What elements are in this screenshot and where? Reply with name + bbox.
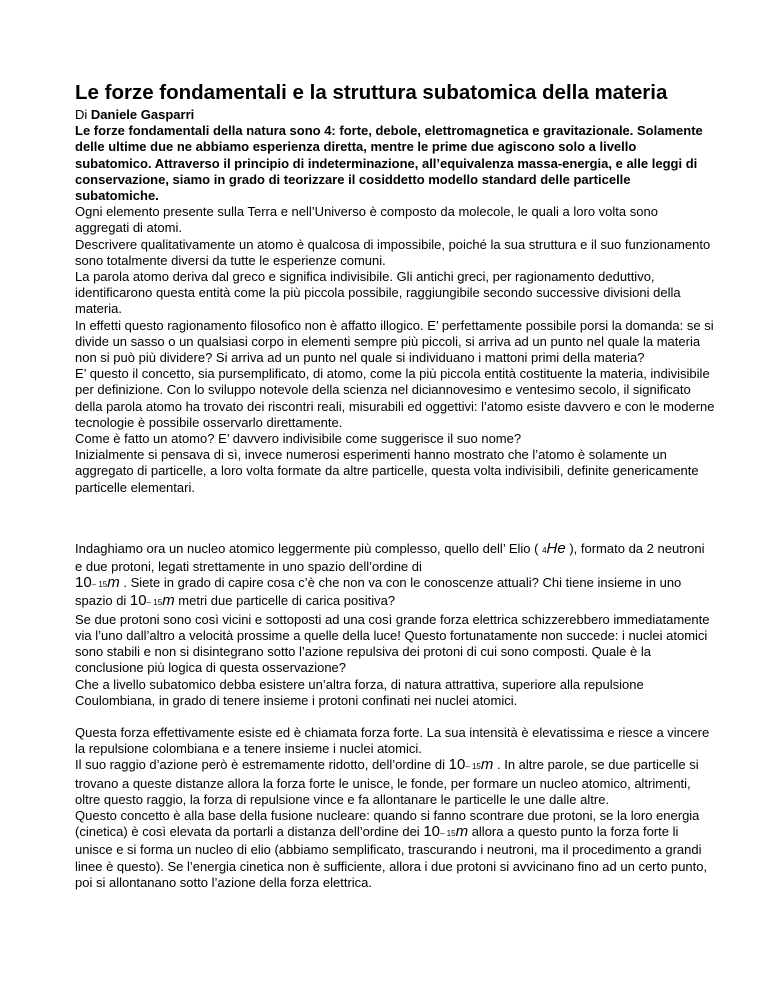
paragraph: Che a livello subatomico debba esistere un’altra forza, di natura attrattiva, superiore alla repulsione Coulombiana, in grado di tenere insieme i protoni confinati nei nuclei atomici.: [75, 676, 644, 708]
author-name: Daniele Gasparri: [90, 107, 195, 122]
paragraph: Se due protoni sono così vicini e sottoposti ad una così grande forza elettrica schizzerebbero immediatamente via l’uno dall’altro a velocità prossime a quelle della luce! Questo fortunatamente non succede: i nuclei atomici sono stabili e non si disintegrano sotto l’azione repulsiva dei protoni di cui sono composti. Quale è la conclusione più logica di questa osservazione?: [75, 611, 710, 676]
text-run: Questo concetto è alla base della fusione nucleare: quando si fanno scontrare due protoni, se la loro energia (cinetica) è così elevata da portarli a distanza dell’ordine dei: [75, 807, 700, 840]
math-unit: m: [480, 756, 494, 774]
abstract: Le forze fondamentali della natura sono 4: forte, debole, elettromagnetica e gravitazionale. Solamente delle ultime due ne abbiamo esperienza diretta, mentre le prime due agiscono solo a livello subatomico. Attraverso il principio di indeterminazione, all’equivalenza massa-energia, e alle leggi di conservazione, siamo in grado di teorizzare il cosiddetto modello standard delle particelle subatomiche.: [75, 123, 703, 204]
text-run: Indaghiamo ora un nucleo atomico leggermente più complesso, quello dell’ Elio (: [75, 540, 543, 556]
math-base: 10: [129, 592, 147, 610]
math-exponent: – 15: [465, 762, 481, 772]
math-exponent: – 15: [91, 580, 108, 590]
section-spacer: [75, 496, 715, 541]
math-unit: m: [455, 823, 469, 841]
paragraph: E’ questo il concetto, sia pursemplificato, di atomo, come la più piccola entità costituente la materia, indivisibile per definizione. Con lo sviluppo notevole della scienza nel diciannovesimo e ventesimo secolo, il significato della parola atomo ha trovato dei riscontri reali, misurabili ed oggettivi: l’atomo esiste davvero e con le moderne tecnologie è possibile osservarlo direttamente.: [75, 366, 715, 430]
paragraph-helium: [75, 541, 715, 612]
math-base: 10: [423, 823, 440, 841]
byline-prefix: Di: [75, 107, 88, 122]
paragraph-range: [75, 757, 715, 808]
paragraph: In effetti questo ragionamento filosofico non è affatto illogico. E’ perfettamente possibile porsi la domanda: se si divide un sasso o un qualsiasi corpo in elementi sempre più piccoli, si arriva ad un punto nel quale la materia non si può più dividere? Si arriva ad un punto nel quale si individuano i mattoni primi della materia?: [75, 317, 714, 366]
mass-number: 4: [542, 545, 547, 555]
math-unit: m: [107, 574, 120, 592]
text-run: . In altre parole, se due particelle si trovano a queste distanze allora la forza forte le unisce, le fonde, per formare un nucleo atomico, altrimenti, oltre questo raggio, la forza di repulsione vince e fa allontanare le particelle le une dalle altre.: [75, 757, 699, 807]
section-spacer: [75, 709, 715, 725]
math-unit: m: [162, 592, 175, 610]
document-title: Le forze fondamentali e la struttura subatomica della materia: [75, 81, 668, 104]
paragraph-fusion: [75, 808, 715, 891]
paragraph: Come è fatto un atomo? E’ davvero indivisibile come suggerisce il suo nome?: [75, 431, 522, 447]
math-base: 10: [75, 574, 92, 592]
paragraph: Ogni elemento presente sulla Terra e nell’Universo è composto da molecole, le quali a loro volta sono aggregati di atomi.: [75, 204, 658, 236]
byline: [75, 107, 715, 123]
text-run: Il suo raggio d’azione però è estremamente ridotto, dell’ordine di: [75, 757, 449, 773]
text-run: metri due particelle di carica positiva?: [174, 593, 396, 609]
math-exponent: – 15: [146, 598, 163, 608]
paragraph: Questa forza effettivamente esiste ed è chiamata forza forte. La sua intensità è elevatissima e riesce a vincere la repulsione colombiana e a tenere insieme i nuclei atomici.: [75, 724, 710, 757]
paragraph: Descrivere qualitativamente un atomo è qualcosa di impossibile, poiché la sua struttura e il suo funzionamento sono totalmente diversi da tutte le esperienze comuni.: [75, 236, 711, 268]
text-run: . Siete in grado di capire cosa c’è che non va con le conoscenze attuali? Chi tiene insieme in uno spazio di: [75, 575, 682, 609]
text-run: allora a questo punto la forza forte li unisce e si forma un nucleo di elio (abbiamo semplificato, trascurando i neutroni, ma il procedimento a grandi linee è questo). Se l’energia cinetica non è sufficiente, allora i due protoni si avvicinano fino ad un certo punto, poi si allontanano sotto l’azione della forza elettrica.: [75, 824, 708, 890]
math-base: 10: [448, 756, 466, 774]
element-symbol: He: [546, 539, 566, 557]
document-page: [75, 82, 715, 891]
math-exponent: – 15: [440, 829, 456, 839]
paragraph: Inizialmente si pensava di sì, invece numerosi esperimenti hanno mostrato che l’atomo è solamente un aggregato di particelle, a loro volta formate da altre particelle, questa volta indivisibili, definite genericamente particelle elementari.: [75, 447, 699, 495]
paragraph: La parola atomo deriva dal greco e significa indivisibile. Gli antichi greci, per ragionamento deduttivo, identificarono questa entità come la più piccola possibile, raggiungibile secondo successive divisioni della materia.: [75, 269, 681, 317]
text-run: ), formato da 2 neutroni e due protoni, legati strettamente in uno spazio dell’ordine di: [75, 540, 705, 575]
